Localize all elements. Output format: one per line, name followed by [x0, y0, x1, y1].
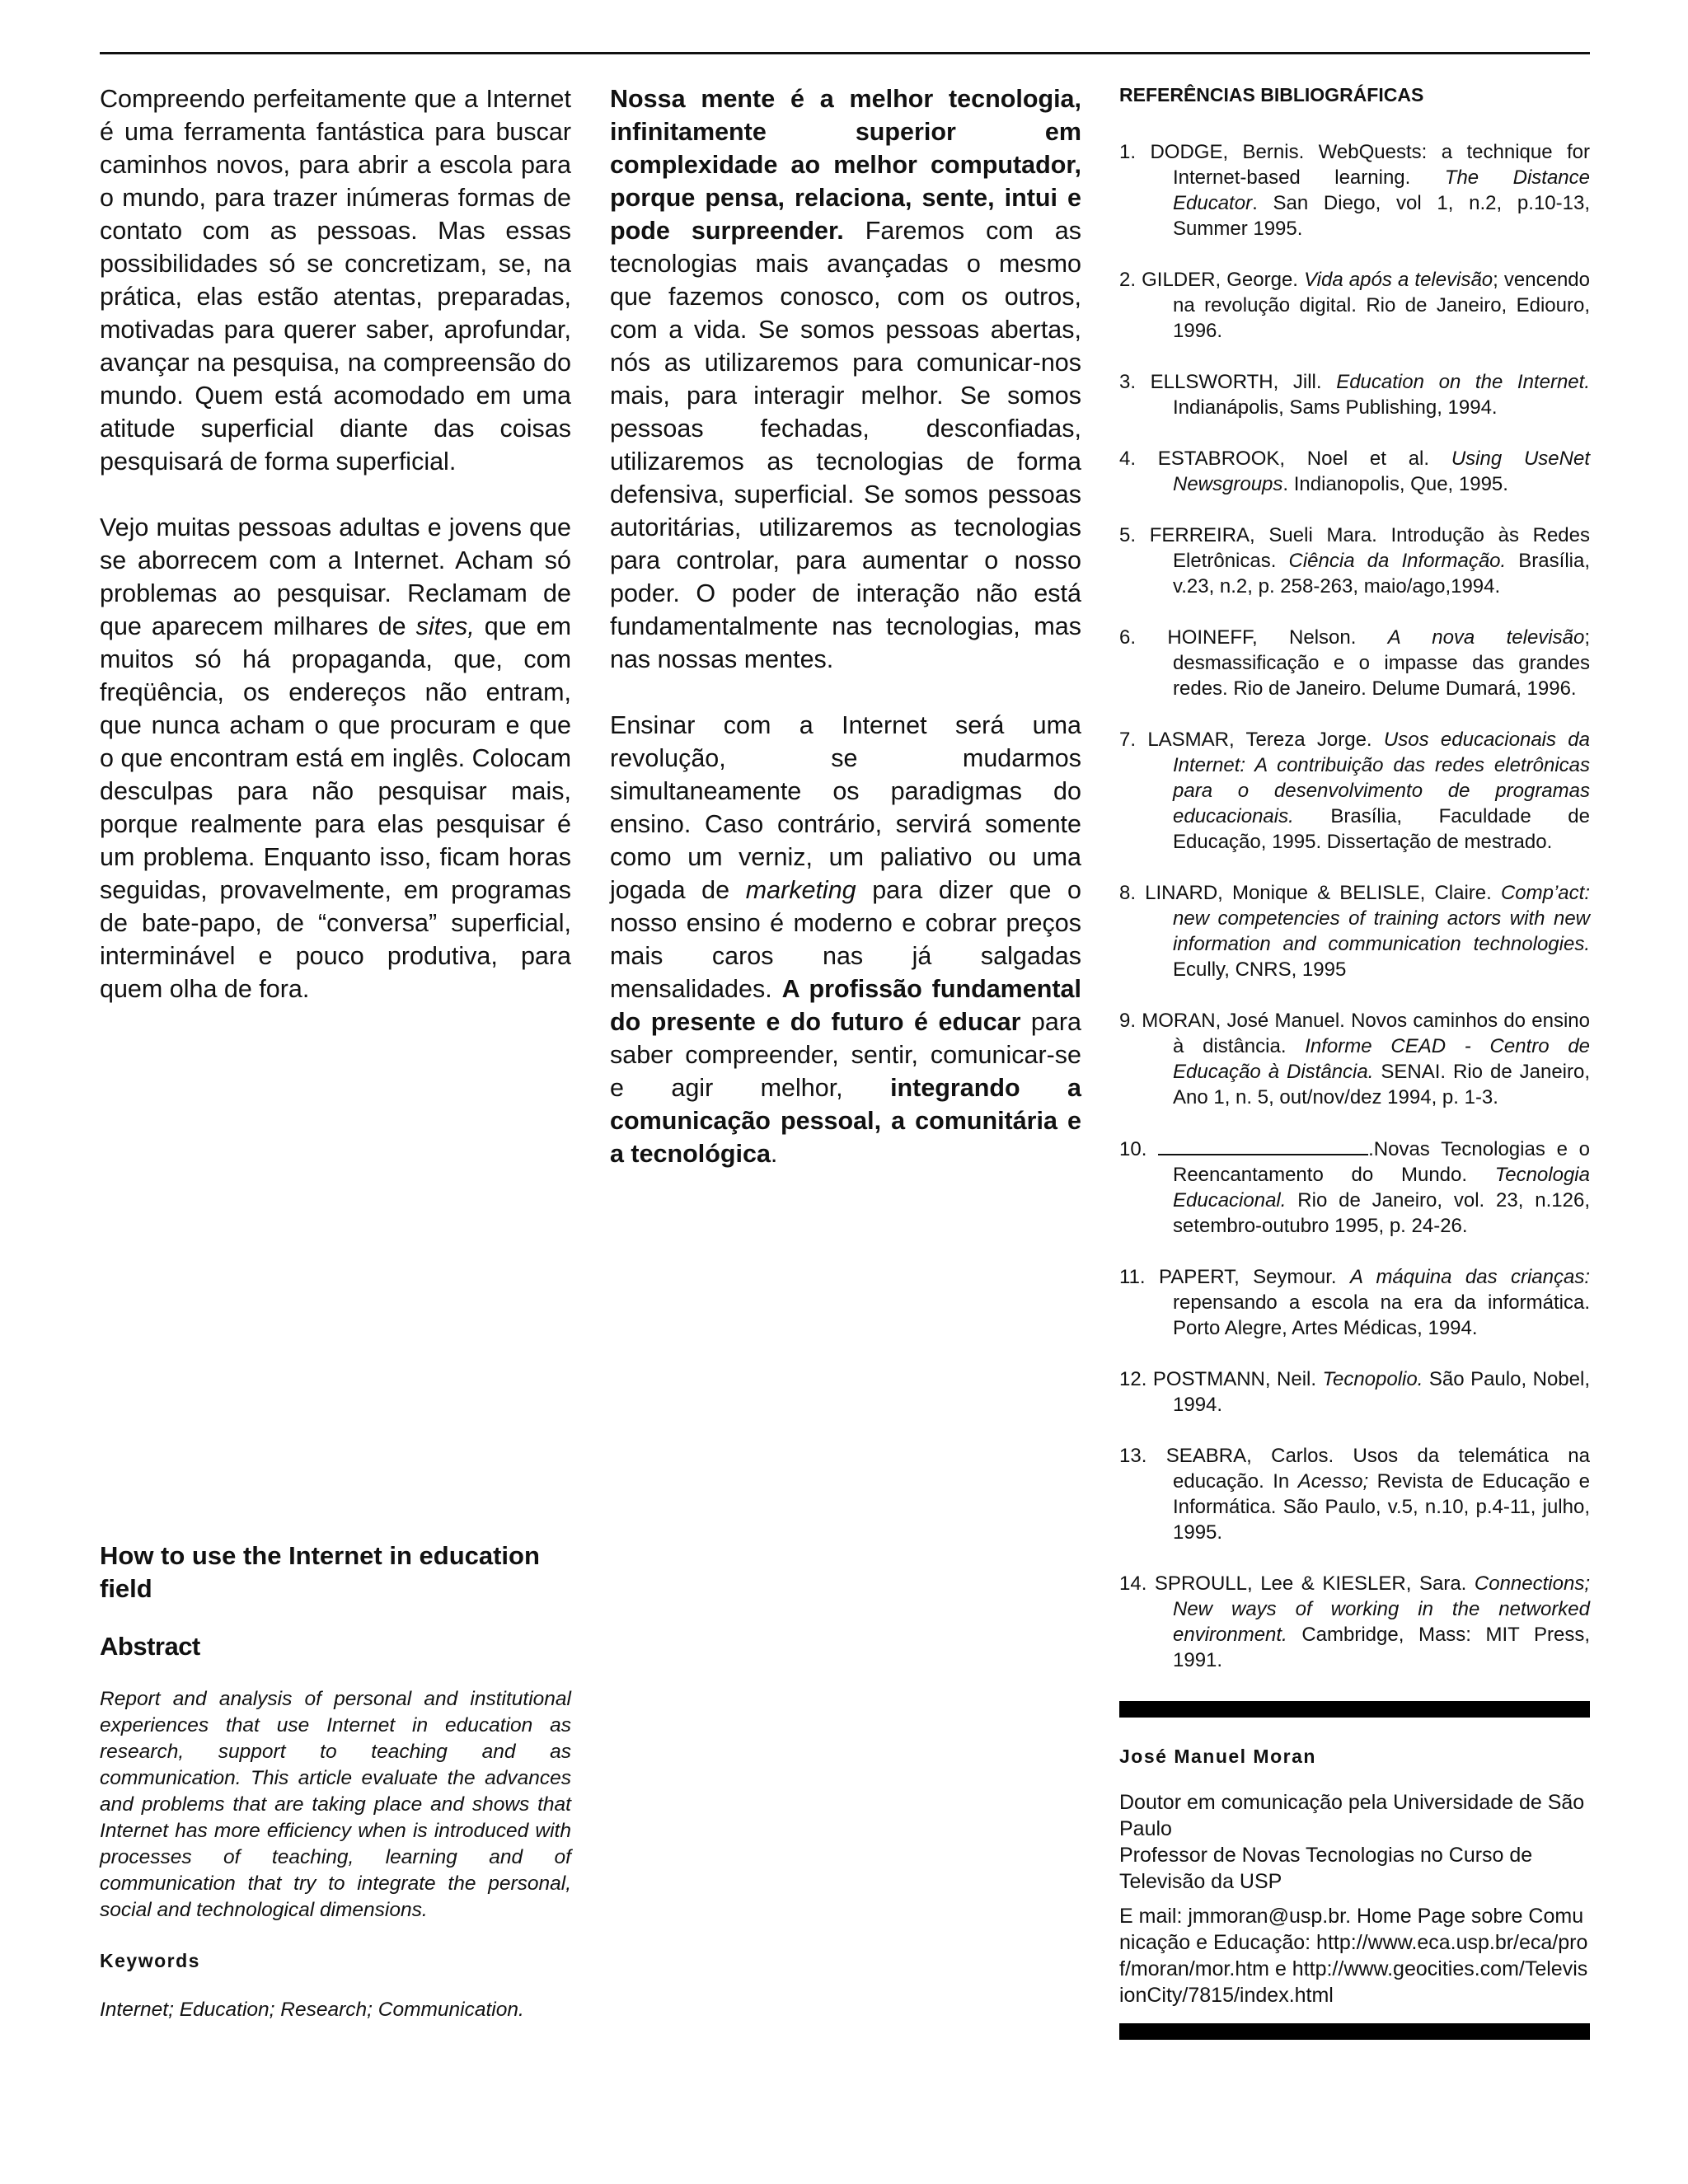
reference-text: repensando a escola na era da informática. Porto Alegre, Artes Médicas, 1994.: [1173, 1291, 1590, 1339]
reference-title: Acesso;: [1297, 1470, 1369, 1493]
reference-title: Education on the Internet.: [1336, 371, 1590, 393]
reference-text: ; vencendo na revolução digital. Rio de Janeiro, Ediouro, 1996.: [1173, 269, 1591, 342]
reference-text: 10.: [1119, 1138, 1159, 1160]
reference-item: [1119, 880, 1590, 982]
author-repeat-blank: [1158, 1136, 1368, 1155]
author-bio-line: Doutor em comunicação pela Universidade de São Paulo: [1119, 1791, 1585, 1840]
column-2: [610, 82, 1081, 1170]
reference-text: 8. LINARD, Monique & BELISLE, Claire.: [1119, 882, 1501, 904]
reference-title: A máquina das crianças:: [1349, 1266, 1590, 1288]
paragraph: Compreendo perfeitamente que a Internet é uma ferramenta fantástica para buscar caminhos novos, para abrir a escola para o mundo, para trazer inúmeras formas de contato com as pessoas. Mas essas possibilidades só se concretizam, se, na prática, elas estão atentas, preparadas, motivadas para querer saber, aprofundar, avançar na pesquisa, na compreensão do mundo. Quem está acomodado em uma atitude superficial diante das coisas pesquisará de forma superficial.: [100, 85, 571, 476]
keywords-heading: Keywords: [100, 1950, 200, 1971]
text-run: para saber compreender, sentir, comunicar-se e agir melhor,: [610, 1008, 1081, 1102]
text-run: .: [770, 1140, 778, 1168]
reference-item: [1119, 727, 1590, 855]
reference-text: 13. SEABRA, Carlos. Usos da telemática na educação. In: [1119, 1445, 1590, 1493]
reference-text: 12. POSTMANN, Neil.: [1119, 1368, 1323, 1390]
references-title: REFERÊNCIAS BIBLIOGRÁFICAS: [1119, 84, 1424, 105]
text-run: Ensinar com a Internet será uma revolução, se mudarmos simultaneamente os paradigmas do ensino. Caso contrário, servirá somente como um verniz, um paliativo ou uma jogada de: [610, 711, 1081, 904]
reference-text: Rio de Janeiro, vol. 23, n.126, setembro-outubro 1995, p. 24-26.: [1173, 1189, 1590, 1237]
text-run: Vejo muitas pessoas adultas e jovens que se aborrecem com a Internet. Acham só problemas ao pesquisar. Reclamam de que aparecem milhares de: [100, 513, 571, 640]
author-bio-line: Professor de Novas Tecnologias no Curso de Televisão da USP: [1119, 1844, 1533, 1893]
reference-title: Usos educacionais da Internet: A contribuição das redes eletrônicas para o desenvolvimento de programas educacionais.: [1173, 729, 1591, 827]
reference-item: [1119, 267, 1590, 344]
reference-item: [1119, 523, 1590, 599]
emphasis-text: marketing: [745, 876, 856, 904]
text-run: para dizer que o nosso ensino é moderno e cobrar preços mais caros nas já salgadas mensalidades.: [610, 876, 1081, 1003]
reference-title: Comp’act: new competencies of training actors with new information and communication technologies.: [1173, 882, 1590, 955]
reference-text: 14. SPROULL, Lee & KIESLER, Sara.: [1119, 1572, 1475, 1595]
reference-title: Tecnologia Educacional.: [1173, 1164, 1590, 1212]
reference-text: Indianápolis, Sams Publishing, 1994.: [1173, 396, 1498, 419]
reference-text: 9. MORAN, José Manuel. Novos caminhos do ensino à distância.: [1119, 1010, 1590, 1057]
divider-bar: [1119, 1701, 1590, 1718]
paragraph: [610, 709, 1081, 1170]
bold-text: A profissão fundamental do presente e do futuro é educar: [610, 975, 1081, 1036]
reference-text: São Paulo, Nobel, 1994.: [1173, 1368, 1590, 1416]
reference-item: [1119, 446, 1590, 497]
reference-list: [1119, 139, 1590, 1673]
column-1: [100, 82, 571, 1005]
column-3: [1119, 82, 1590, 2040]
reference-text: SENAI. Rio de Janeiro, Ano 1, n. 5, out/nov/dez 1994, p. 1-3.: [1173, 1061, 1590, 1108]
reference-title: Ciência da Informação.: [1288, 550, 1507, 572]
spacer: [1119, 1895, 1590, 1903]
paragraph: [610, 82, 1081, 676]
reference-text: Cambridge, Mass: MIT Press, 1991.: [1173, 1624, 1590, 1671]
keywords-text: Internet; Education; Research; Communication.: [100, 1999, 524, 2021]
reference-text: ; desmassificação e o impasse das grandes redes. Rio de Janeiro. Delume Dumará, 1996.: [1173, 626, 1591, 700]
top-rule: [100, 52, 1590, 54]
abstract-text: Report and analysis of personal and institutional experiences that use Internet in education as research, support to teaching and as communication. This article evaluate the advances and problems that are taking place and shows that Internet has more efficiency when is introduced with processes of teaching, learning and of communication that try to integrate the personal, social and technological dimensions.: [100, 1688, 571, 1921]
reference-text: Brasília, Faculdade de Educação, 1995. Dissertação de mestrado.: [1173, 805, 1590, 853]
reference-item: [1119, 139, 1590, 241]
reference-title: Tecnopolio.: [1322, 1368, 1423, 1390]
emphasis-text: sites,: [415, 612, 475, 640]
reference-text: 3. ELLSWORTH, Jill.: [1119, 371, 1337, 393]
reference-title: The Distance Educator: [1173, 166, 1591, 214]
reference-item: [1119, 1136, 1590, 1239]
reference-text: Ecully, CNRS, 1995: [1173, 958, 1347, 981]
reference-item: [1119, 1008, 1590, 1110]
abstract-heading: Abstract: [100, 1632, 200, 1661]
reference-item: [1119, 1443, 1590, 1545]
reference-text: 7. LASMAR, Tereza Jorge.: [1119, 729, 1384, 751]
reference-item: [1119, 369, 1590, 420]
reference-text: 5. FERREIRA, Sueli Mara. Introdução às Redes Eletrônicas.: [1119, 524, 1590, 572]
reference-text: . Indianopolis, Que, 1995.: [1282, 473, 1508, 495]
reference-item: [1119, 625, 1590, 701]
reference-text: Brasília, v.23, n.2, p. 258-263, maio/ago,1994.: [1173, 550, 1590, 598]
text-run: que em muitos só há propaganda, que, com freqüência, os endereços não entram, que nunca acham o que procuram e que o que encontram está em inglês. Colocam desculpas para não pesquisar mais, porque realmente para elas pesquisar é um problema. Enquanto isso, ficam horas seguidas, provavelmente, em programas de bate-papo, de “conversa” superficial, interminável e pouco produtiva, para quem olha de fora.: [100, 612, 571, 1003]
reference-text: Revista de Educação e Informática. São Paulo, v.5, n.10, p.4-11, julho, 1995.: [1173, 1470, 1590, 1544]
reference-title: Informe CEAD - Centro de Educação à Distância.: [1173, 1035, 1591, 1083]
abstract-section: [100, 1540, 571, 2023]
reference-text: . San Diego, vol 1, n.2, p.10-13, Summer 1995.: [1173, 192, 1590, 240]
reference-text: 4. ESTABROOK, Noel et al.: [1119, 448, 1451, 470]
reference-title: Using UseNet Newsgroups: [1173, 448, 1590, 495]
reference-title: A nova televisão: [1387, 626, 1585, 649]
author-contact: E mail: jmmoran@usp.br. Home Page sobre Comunicação e Educação: http://www.eca.usp.br/eca/prof/moran/mor.htm e http://www.geocities.com/TelevisionCity/7815/index.html: [1119, 1905, 1588, 2007]
reference-text: 1. DODGE, Bernis. WebQuests: a technique for Internet-based learning.: [1119, 141, 1590, 189]
divider-bar: [1119, 2023, 1590, 2040]
reference-item: [1119, 1264, 1590, 1341]
bold-text: Nossa mente é a melhor tecnologia, infinitamente superior em complexidade ao melhor computador, porque pensa, relaciona, sente, intui e pode surpreender.: [610, 85, 1081, 245]
text-run: Faremos com as tecnologias mais avançadas o mesmo que fazemos conosco, com os outros, com a vida. Se somos pessoas abertas, nós as utilizaremos para comunicar-nos mais, para interagir melhor. Se somos pessoas fechadas, desconfiadas, utilizaremos as tecnologias de forma defensiva, superficial. Se somos pessoas autoritárias, utilizaremos as tecnologias para controlar, para aumentar o nosso poder. O poder de interação não está fundamentalmente nas tecnologias, mas nas nossas mentes.: [610, 217, 1081, 673]
reference-title: Vida após a televisão: [1304, 269, 1493, 291]
reference-text: 6. HOINEFF, Nelson.: [1119, 626, 1388, 649]
reference-text: 2. GILDER, George.: [1119, 269, 1305, 291]
reference-item: [1119, 1571, 1590, 1673]
author-name: José Manuel Moran: [1119, 1746, 1316, 1767]
reference-text: 11. PAPERT, Seymour.: [1119, 1266, 1350, 1288]
bold-text: integrando a comunicação pessoal, a comunitária e a tecnológica: [610, 1074, 1082, 1168]
paragraph: [100, 511, 571, 1005]
reference-text: .Novas Tecnologias e o Reencantamento do Mundo.: [1173, 1138, 1590, 1186]
reference-item: [1119, 1366, 1590, 1418]
reference-title: Connections; New ways of working in the networked environment.: [1173, 1572, 1590, 1646]
english-title: How to use the Internet in education field: [100, 1541, 540, 1603]
